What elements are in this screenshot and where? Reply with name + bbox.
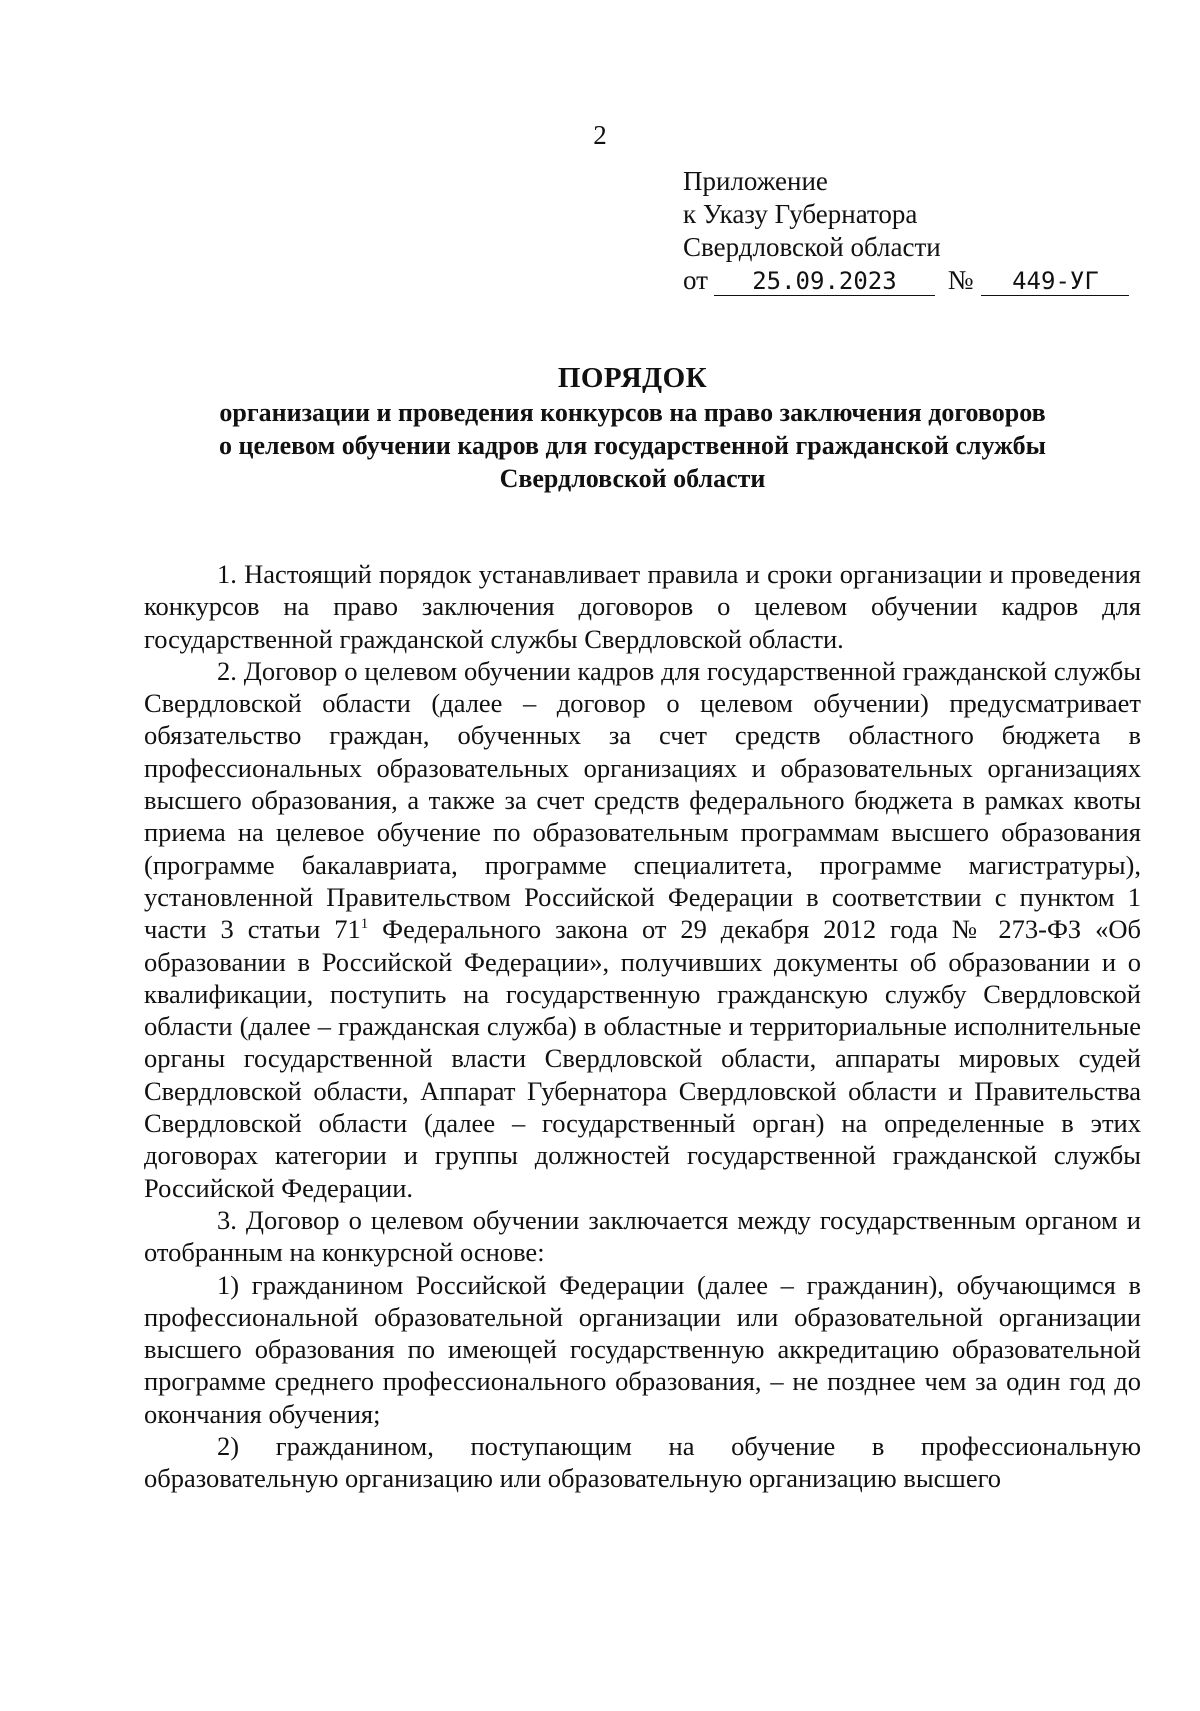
paragraph-3: 3. Договор о целевом обучении заключается между государственным органом и отобранным на конкурсной основе: (144, 1204, 1141, 1268)
decree-date: 25.09.2023 (714, 267, 935, 296)
footnote-superscript: 1 (360, 916, 369, 933)
document-body (144, 558, 1141, 1495)
document-title (140, 360, 1125, 495)
date-prefix: от (683, 265, 708, 295)
appendix-block (683, 165, 1129, 297)
title-subtitle (140, 396, 1125, 495)
paragraph-2 (144, 655, 1141, 1204)
paragraph-2-part-2: Федерального закона от 29 декабря 2012 года № 273-ФЗ «Об образовании в Российской Федерации», получивших документы об образовании и о квалификации, поступить на государственную гражданскую службу Свердловской области (далее – гражданская служба) в областные и территориальные исполнительные органы государственной власти Свердловской области, аппараты мировых судей Свердловской области, Аппарат Губернатора Свердловской области и Правительства Свердловской области (далее – государственный орган) на определенные в этих договорах категории и группы должностей государственной гражданской службы Российской Федерации. (144, 914, 1141, 1203)
appendix-line-1: Приложение (683, 166, 828, 196)
appendix-line-2: к Указу Губернатора (683, 199, 918, 229)
paragraph-3-item-1: 1) гражданином Российской Федерации (далее – гражданин), обучающимся в профессиональной образовательной организации или образовательной организации высшего образования по имеющей государственную аккредитацию образовательной программе среднего профессионального образования, – не позднее чем за один год до окончания обучения; (144, 1269, 1141, 1429)
appendix-line-3: Свердловской области (683, 232, 941, 262)
title-sub-line-3: Свердловской области (499, 464, 766, 493)
title-sub-line-1: организации и проведения конкурсов на право заключения договоров (219, 398, 1046, 427)
number-prefix: № (947, 265, 974, 295)
page-number: 2 (593, 120, 607, 150)
paragraph-2-part-1: 2. Договор о целевом обучении кадров для государственной гражданской службы Свердловской области (далее – договор о целевом обучении) предусматривает обязательство граждан, обученных за счет средств областного бюджета в профессиональных образовательных организациях и образовательных организациях высшего образования, а также за счет средств федерального бюджета в рамках квоты приема на целевое обучение по образовательным программам высшего образования (программе бакалавриата, программе специалитета, программе магистратуры), установленной Правительством Российской Федерации в соответствии с пунктом 1 части 3 статьи 71 (144, 655, 1141, 945)
paragraph-3-item-2: 2) гражданином, поступающим на обучение в профессиональную образовательную организацию или образовательную организацию высшего (144, 1431, 1141, 1494)
title-main: ПОРЯДОК (557, 362, 708, 394)
registration-line (683, 264, 1129, 297)
paragraph-1: 1. Настоящий порядок устанавливает правила и сроки организации и проведения конкурсов на право заключения договоров о целевом обучении кадров для государственной гражданской службы Свердловской области. (144, 559, 1141, 654)
title-sub-line-2: о целевом обучении кадров для государственной гражданской службы (219, 431, 1046, 460)
decree-number: 449-УГ (981, 267, 1129, 296)
